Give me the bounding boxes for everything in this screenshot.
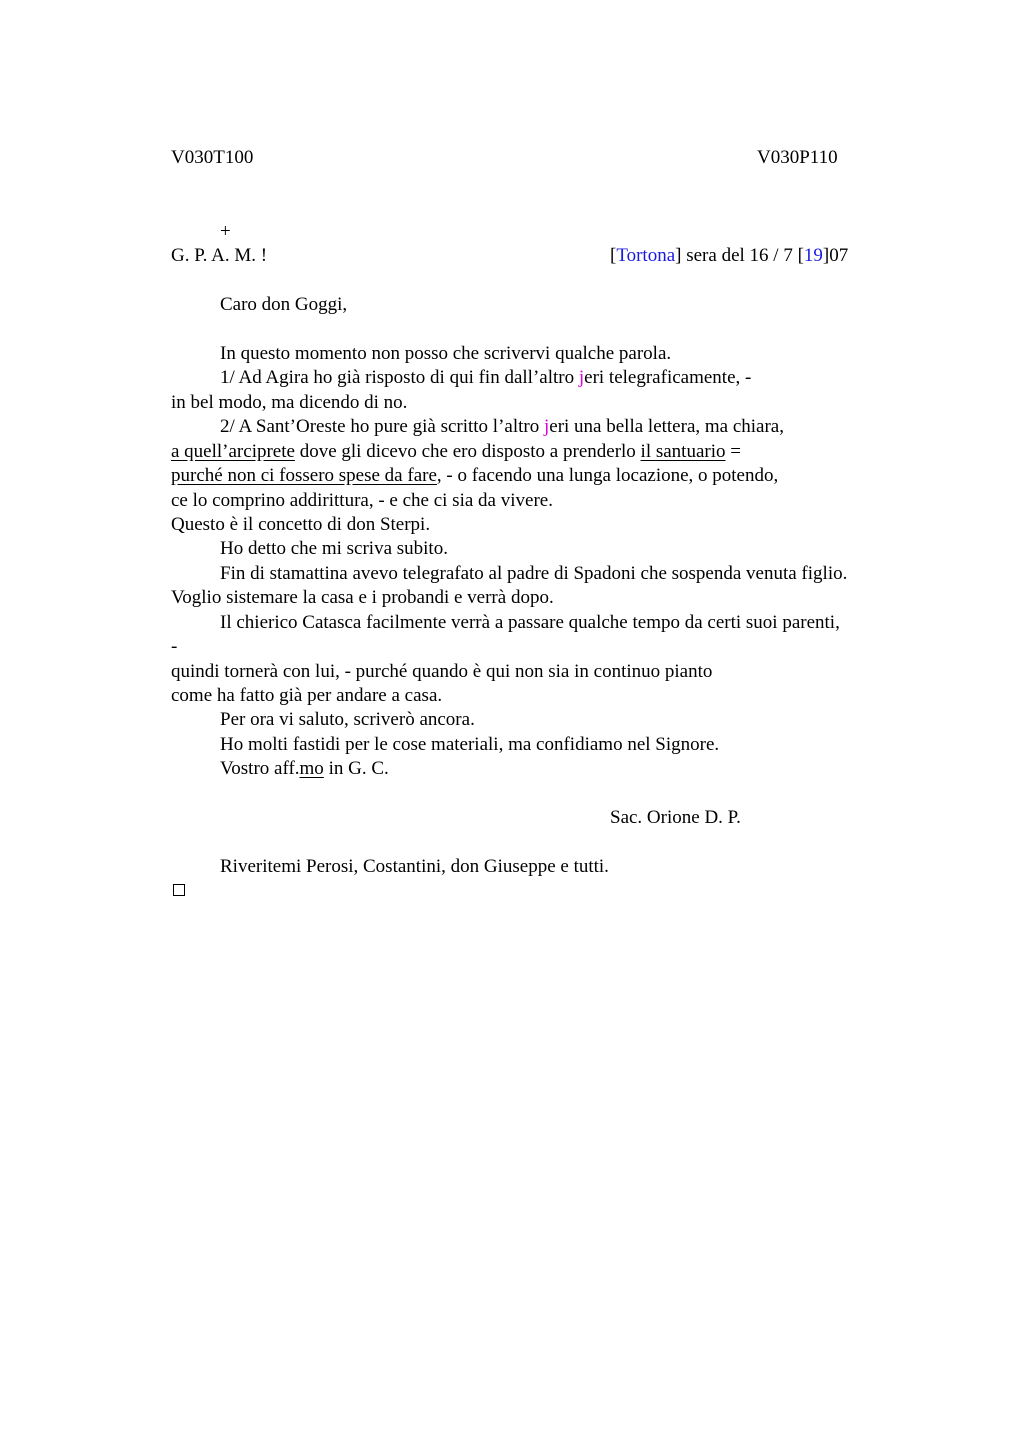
underlined-text: purché non ci fossero spese da fare <box>171 465 437 486</box>
body-line <box>171 440 741 464</box>
signature: Sac. Orione D. P. <box>610 807 741 828</box>
century-digits: 19 <box>803 245 823 266</box>
underlined-text: mo <box>299 758 324 779</box>
body-line: Voglio sistemare la casa e i probandi e verrà dopo. <box>171 587 554 608</box>
header-left-code: V030T100 <box>171 147 254 168</box>
text: eri una bella lettera, ma chiara, <box>549 416 784 437</box>
body-line <box>171 464 778 488</box>
text: = <box>725 441 741 462</box>
date-text: sera del 16 / 7 [ <box>681 245 804 266</box>
dateline <box>610 244 848 268</box>
salutation: Caro don Goggi, <box>220 294 348 315</box>
corrected-letter: j <box>543 416 550 437</box>
body-line: In questo momento non posso che scrivervi qualche parola. <box>220 343 672 364</box>
closing-line <box>220 757 389 781</box>
header-right-code: V030P110 <box>757 147 838 168</box>
underlined-text: il santuario <box>640 441 726 462</box>
end-box-mark <box>173 884 185 896</box>
date-tail: ]07 <box>822 245 849 266</box>
body-line: ce lo comprino addirittura, - e che ci sia da vivere. <box>171 490 553 511</box>
body-line: Ho molti fastidi per le cose materiali, ma confidiamo nel Signore. <box>220 734 720 755</box>
corrected-letter: j <box>578 367 585 388</box>
postscript: Riveritemi Perosi, Costantini, don Giuseppe e tutti. <box>220 856 609 877</box>
cross-mark: + <box>220 221 231 242</box>
text: in G. C. <box>323 758 389 779</box>
body-line: come ha fatto già per andare a casa. <box>171 685 443 706</box>
bracket: [ <box>610 245 617 266</box>
body-line: Ho detto che mi scriva subito. <box>220 538 448 559</box>
body-line: Per ora vi saluto, scriverò ancora. <box>220 709 475 730</box>
text: , - o facendo una lunga locazione, o potendo, <box>436 465 779 486</box>
text: Vostro aff. <box>220 758 300 779</box>
text: 1/ Ad Agira ho già risposto di qui fin dall’altro <box>220 367 579 388</box>
text: eri telegraficamente, - <box>584 367 752 388</box>
underlined-text: a quell’arciprete <box>171 441 295 462</box>
body-line: Questo è il concetto di don Sterpi. <box>171 514 431 535</box>
body-line: quindi tornerà con lui, - purché quando è qui non sia in continuo pianto <box>171 661 713 682</box>
bracket: ] <box>675 245 682 266</box>
body-line <box>220 415 784 439</box>
motto: G. P. A. M. ! <box>171 245 268 266</box>
text: dove gli dicevo che ero disposto a prenderlo <box>294 441 641 462</box>
body-line: in bel modo, ma dicendo di no. <box>171 392 408 413</box>
place-name: Tortona <box>616 245 676 266</box>
body-line: Fin di stamattina avevo telegrafato al padre di Spadoni che sospenda venuta figlio. <box>220 563 848 584</box>
body-line: Il chierico Catasca facilmente verrà a passare qualche tempo da certi suoi parenti, <box>220 612 840 633</box>
body-line <box>220 366 751 390</box>
text: 2/ A Sant’Oreste ho pure già scritto l’altro <box>220 416 544 437</box>
body-line: - <box>171 636 178 657</box>
